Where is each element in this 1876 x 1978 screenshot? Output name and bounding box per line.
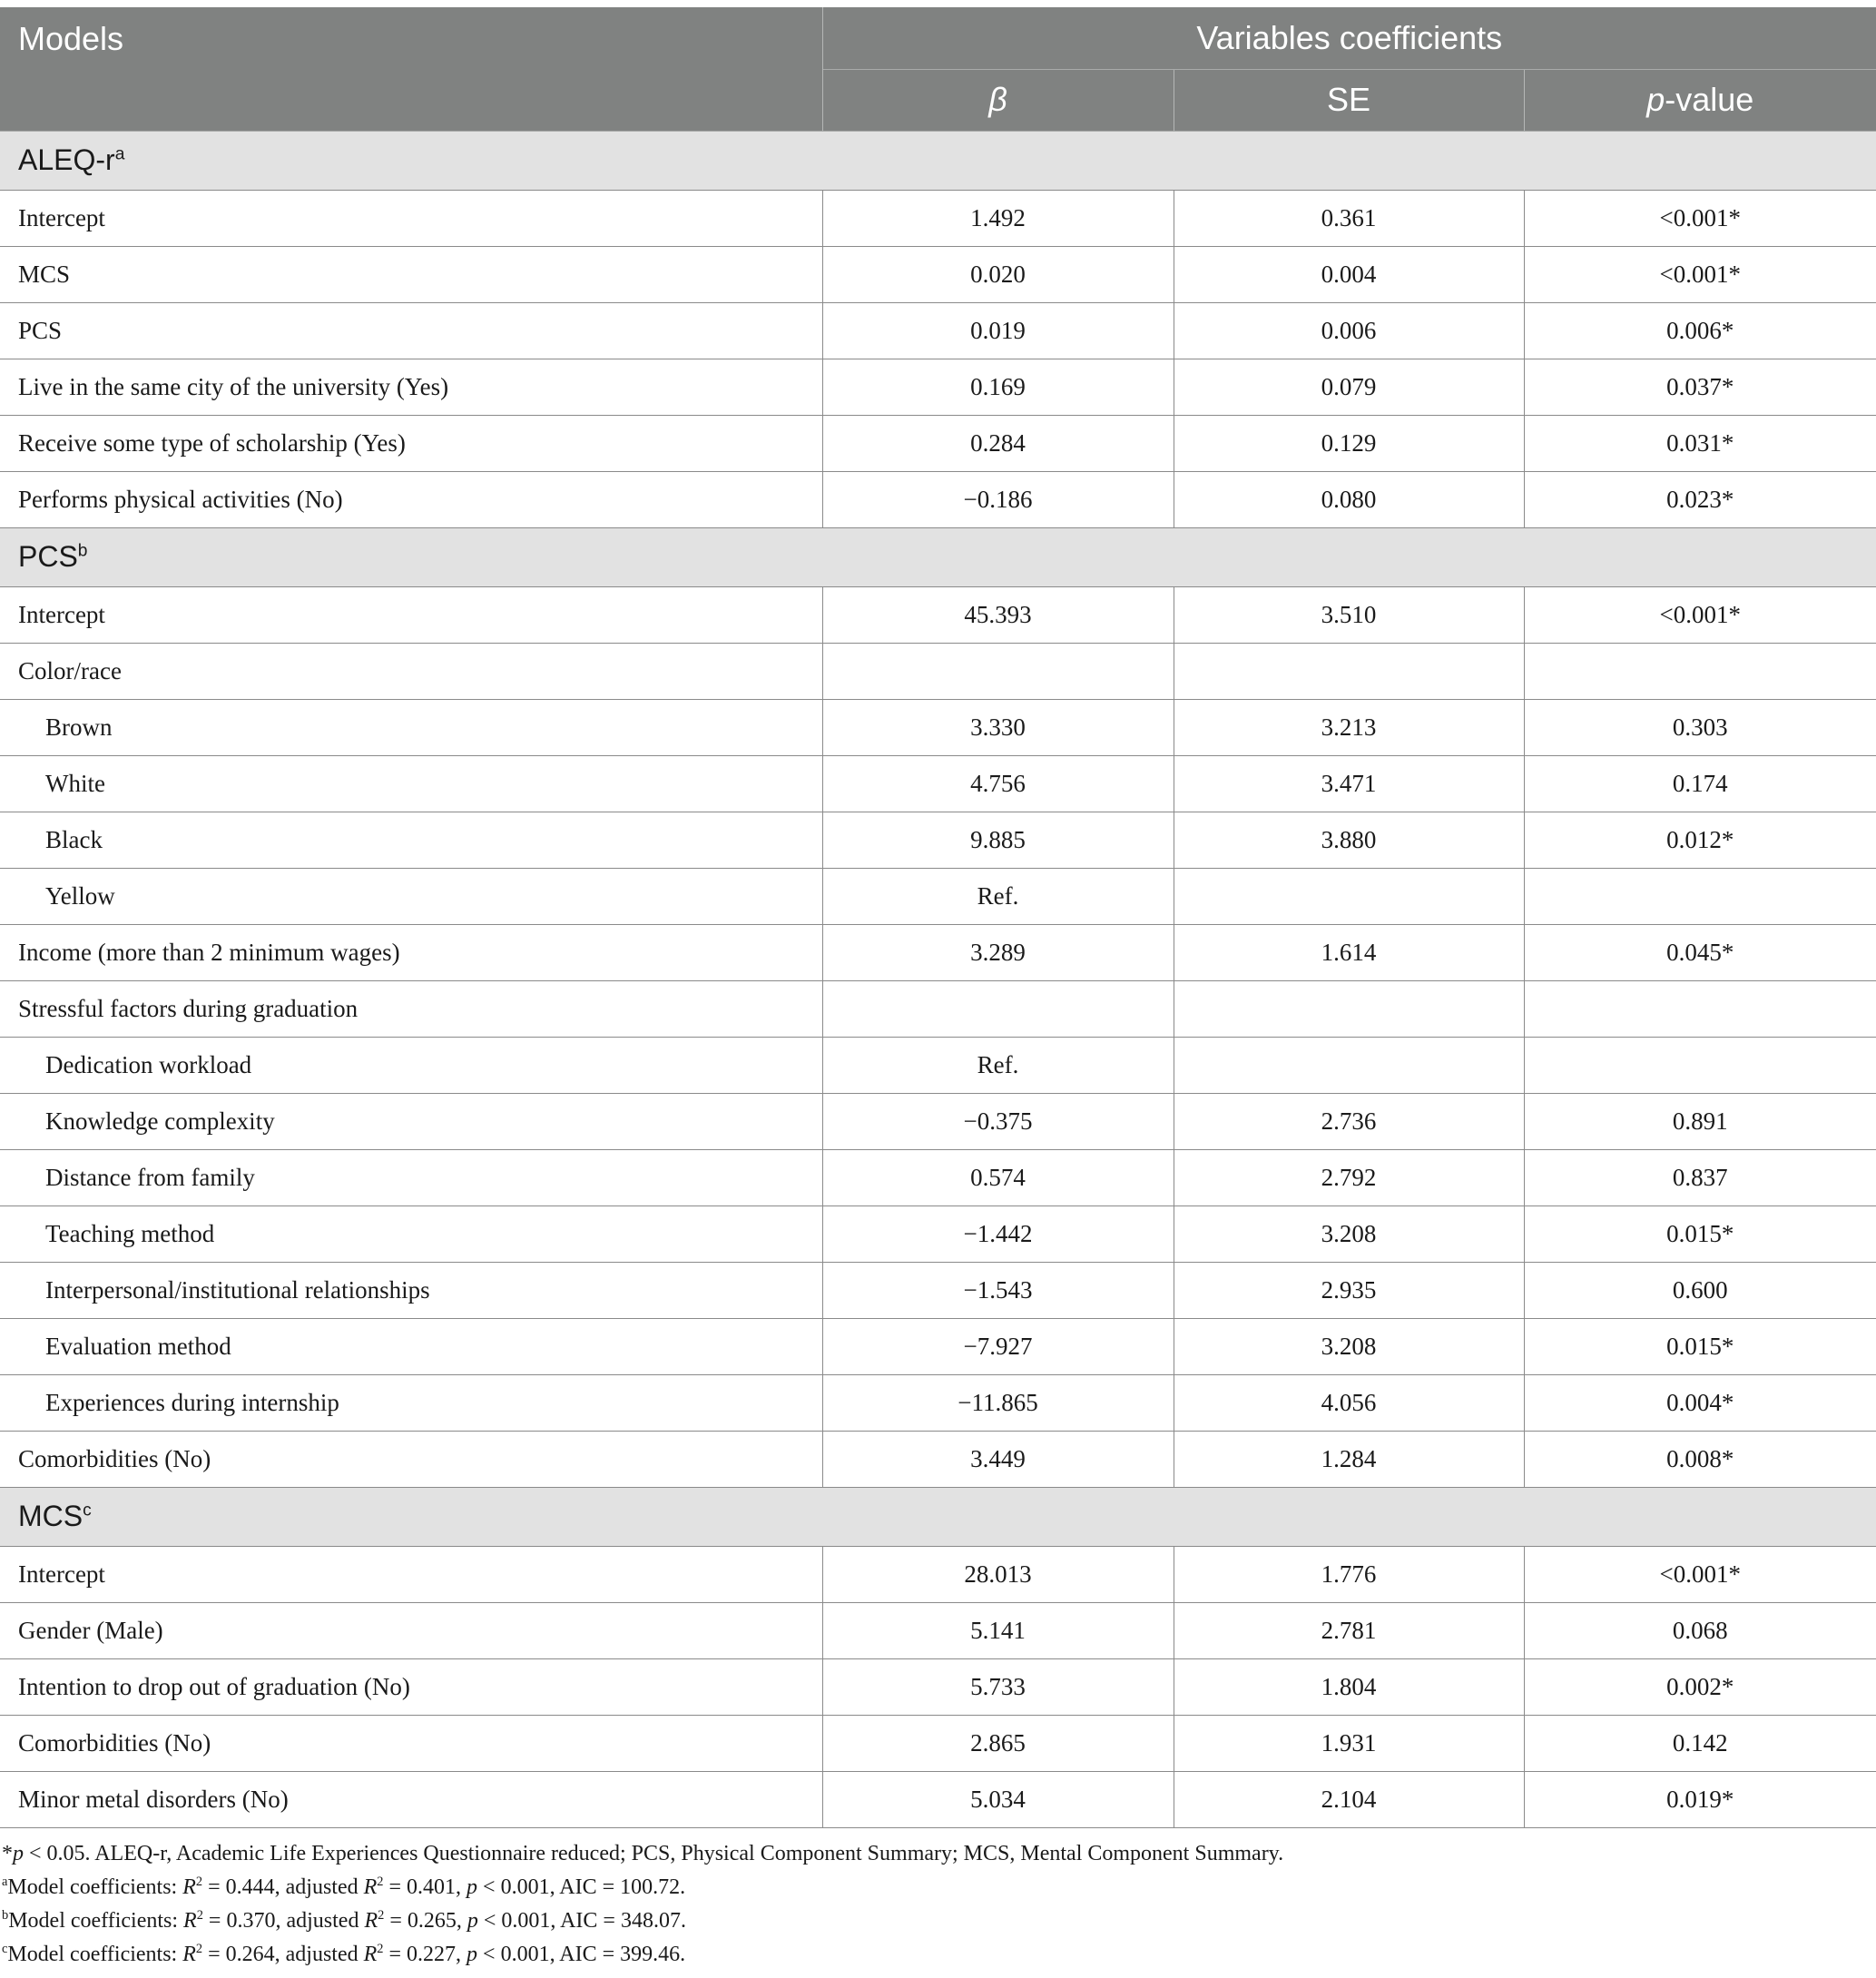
p-value-cell: 0.002* bbox=[1524, 1658, 1876, 1715]
section-title-sup: b bbox=[77, 541, 88, 561]
se-cell bbox=[1174, 643, 1524, 699]
beta-cell: 2.865 bbox=[822, 1715, 1174, 1771]
row-label: Black bbox=[0, 812, 822, 868]
p-value-cell: 0.174 bbox=[1524, 755, 1876, 812]
table-row bbox=[0, 1715, 1876, 1771]
footnotes bbox=[0, 1837, 1876, 1966]
se-cell: 0.006 bbox=[1174, 302, 1524, 359]
footnote-r2-b: R bbox=[364, 1909, 378, 1933]
beta-cell: 0.019 bbox=[822, 302, 1174, 359]
table-row bbox=[0, 643, 1876, 699]
table-row bbox=[0, 246, 1876, 302]
row-label: Minor metal disorders (No) bbox=[0, 1771, 822, 1827]
se-cell: 3.208 bbox=[1174, 1318, 1524, 1374]
beta-cell: 3.449 bbox=[822, 1431, 1174, 1487]
footnote-mid: = 0.444, adjusted bbox=[202, 1875, 364, 1899]
footnote-mid2: = 0.265, bbox=[384, 1909, 467, 1933]
se-cell bbox=[1174, 1037, 1524, 1093]
p-value-cell: 0.006* bbox=[1524, 302, 1876, 359]
p-value-cell: <0.001* bbox=[1524, 586, 1876, 643]
table-row bbox=[0, 924, 1876, 980]
beta-cell: −7.927 bbox=[822, 1318, 1174, 1374]
row-label: Interpersonal/institutional relationships bbox=[0, 1262, 822, 1318]
section-title-text: PCS bbox=[18, 540, 78, 573]
table-row bbox=[0, 359, 1876, 415]
table-row bbox=[0, 868, 1876, 924]
footnote-mid2: = 0.401, bbox=[383, 1875, 467, 1899]
se-cell: 2.935 bbox=[1174, 1262, 1524, 1318]
variables-coefficients-header: Variables coefficients bbox=[822, 7, 1876, 69]
row-label: Receive some type of scholarship (Yes) bbox=[0, 415, 822, 471]
section-title-text: MCS bbox=[18, 1500, 83, 1532]
table-row bbox=[0, 1374, 1876, 1431]
beta-cell bbox=[822, 980, 1174, 1037]
p-value-cell: 0.068 bbox=[1524, 1602, 1876, 1658]
beta-cell: 1.492 bbox=[822, 190, 1174, 246]
regression-table bbox=[0, 7, 1876, 1828]
footnote-model bbox=[2, 1904, 1876, 1938]
p-value-cell: <0.001* bbox=[1524, 246, 1876, 302]
se-cell: 0.079 bbox=[1174, 359, 1524, 415]
p-value-cell: 0.015* bbox=[1524, 1318, 1876, 1374]
table-body bbox=[0, 131, 1876, 1827]
row-label: Performs physical activities (No) bbox=[0, 471, 822, 527]
beta-cell: 5.141 bbox=[822, 1602, 1174, 1658]
footnote-significance bbox=[2, 1837, 1876, 1871]
se-cell: 1.931 bbox=[1174, 1715, 1524, 1771]
p-value-cell: 0.303 bbox=[1524, 699, 1876, 755]
p-value-cell: 0.045* bbox=[1524, 924, 1876, 980]
table-row bbox=[0, 1037, 1876, 1093]
footnote-model bbox=[2, 1871, 1876, 1904]
se-cell: 0.080 bbox=[1174, 471, 1524, 527]
beta-cell bbox=[822, 643, 1174, 699]
footnote-lead: Model coefficients: bbox=[7, 1875, 183, 1899]
row-label: Intercept bbox=[0, 1546, 822, 1602]
footnote-two-b: 2 bbox=[377, 1875, 384, 1889]
p-value-cell: 0.008* bbox=[1524, 1431, 1876, 1487]
footnote-text: < 0.05. ALEQ-r, Academic Life Experiences Questionnaire reduced; PCS, Physical Component Summary; MCS, Mental Component Summary. bbox=[24, 1842, 1284, 1865]
table-row bbox=[0, 1205, 1876, 1262]
table-row bbox=[0, 755, 1876, 812]
section-title bbox=[0, 527, 1876, 586]
footnote-mid: = 0.264, adjusted bbox=[202, 1943, 364, 1966]
se-cell: 3.880 bbox=[1174, 812, 1524, 868]
row-label: Intercept bbox=[0, 190, 822, 246]
p-value-cell bbox=[1524, 1037, 1876, 1093]
p-value-cell: 0.019* bbox=[1524, 1771, 1876, 1827]
footnote-tail: < 0.001, AIC = 399.46. bbox=[477, 1943, 686, 1966]
beta-cell: 9.885 bbox=[822, 812, 1174, 868]
row-label: Dedication workload bbox=[0, 1037, 822, 1093]
beta-cell: 0.574 bbox=[822, 1149, 1174, 1205]
p-value-cell: 0.037* bbox=[1524, 359, 1876, 415]
beta-cell: 0.284 bbox=[822, 415, 1174, 471]
row-label: Evaluation method bbox=[0, 1318, 822, 1374]
footnote-p: p bbox=[467, 1875, 478, 1899]
p-value-cell bbox=[1524, 643, 1876, 699]
footnote-tail: < 0.001, AIC = 100.72. bbox=[477, 1875, 686, 1899]
section-title-sup: c bbox=[83, 1501, 92, 1520]
beta-cell: 0.020 bbox=[822, 246, 1174, 302]
footnote-sup: c bbox=[2, 1942, 8, 1956]
section-title bbox=[0, 1487, 1876, 1546]
table-row bbox=[0, 980, 1876, 1037]
beta-cell: 5.034 bbox=[822, 1771, 1174, 1827]
footnote-two-b: 2 bbox=[377, 1942, 384, 1956]
se-cell: 3.208 bbox=[1174, 1205, 1524, 1262]
section-row bbox=[0, 527, 1876, 586]
section-row bbox=[0, 131, 1876, 190]
table-row bbox=[0, 1658, 1876, 1715]
footnote-mid: = 0.370, adjusted bbox=[202, 1909, 365, 1933]
table-row bbox=[0, 1318, 1876, 1374]
beta-cell: 3.289 bbox=[822, 924, 1174, 980]
footnote-mid2: = 0.227, bbox=[383, 1943, 467, 1966]
beta-cell: Ref. bbox=[822, 868, 1174, 924]
p-value-cell: 0.012* bbox=[1524, 812, 1876, 868]
row-label: Gender (Male) bbox=[0, 1602, 822, 1658]
footnote-lead: Model coefficients: bbox=[7, 1943, 183, 1966]
se-cell: 1.776 bbox=[1174, 1546, 1524, 1602]
footnote-sup: a bbox=[2, 1875, 8, 1889]
footnote-lead: Model coefficients: bbox=[8, 1909, 184, 1933]
p-value-header-p: p bbox=[1646, 81, 1665, 118]
footnote-model bbox=[2, 1938, 1876, 1972]
table-row bbox=[0, 812, 1876, 868]
se-cell: 3.213 bbox=[1174, 699, 1524, 755]
table-row bbox=[0, 1093, 1876, 1149]
regression-table-container bbox=[0, 7, 1876, 1828]
models-header: Models bbox=[0, 7, 822, 131]
p-value-cell: 0.891 bbox=[1524, 1093, 1876, 1149]
p-value-cell bbox=[1524, 868, 1876, 924]
row-label: PCS bbox=[0, 302, 822, 359]
row-label: MCS bbox=[0, 246, 822, 302]
table-row bbox=[0, 699, 1876, 755]
se-cell: 1.804 bbox=[1174, 1658, 1524, 1715]
footnote-two-a: 2 bbox=[195, 1942, 203, 1956]
p-value-header-suffix: -value bbox=[1665, 81, 1754, 118]
beta-cell: −1.543 bbox=[822, 1262, 1174, 1318]
footnote-r2-b: R bbox=[363, 1943, 378, 1966]
row-label: Income (more than 2 minimum wages) bbox=[0, 924, 822, 980]
row-label: Distance from family bbox=[0, 1149, 822, 1205]
table-row bbox=[0, 1431, 1876, 1487]
beta-cell: −0.186 bbox=[822, 471, 1174, 527]
table-row bbox=[0, 586, 1876, 643]
row-label: White bbox=[0, 755, 822, 812]
section-title-sup: a bbox=[114, 144, 125, 164]
row-label: Yellow bbox=[0, 868, 822, 924]
beta-cell: −11.865 bbox=[822, 1374, 1174, 1431]
footnote-r2-a: R bbox=[182, 1875, 196, 1899]
row-label: Teaching method bbox=[0, 1205, 822, 1262]
beta-cell: −1.442 bbox=[822, 1205, 1174, 1262]
table-row bbox=[0, 415, 1876, 471]
se-cell: 0.004 bbox=[1174, 246, 1524, 302]
beta-cell: −0.375 bbox=[822, 1093, 1174, 1149]
se-cell: 2.104 bbox=[1174, 1771, 1524, 1827]
se-cell: 3.471 bbox=[1174, 755, 1524, 812]
row-label: Intention to drop out of graduation (No) bbox=[0, 1658, 822, 1715]
p-value-cell: 0.142 bbox=[1524, 1715, 1876, 1771]
beta-cell: 28.013 bbox=[822, 1546, 1174, 1602]
row-label: Intercept bbox=[0, 586, 822, 643]
beta-cell: Ref. bbox=[822, 1037, 1174, 1093]
beta-header: β bbox=[822, 69, 1174, 131]
footnote-r2-a: R bbox=[182, 1943, 196, 1966]
footnote-p: p bbox=[467, 1943, 478, 1966]
se-cell: 3.510 bbox=[1174, 586, 1524, 643]
se-cell: 0.361 bbox=[1174, 190, 1524, 246]
beta-cell: 4.756 bbox=[822, 755, 1174, 812]
footnote-two-a: 2 bbox=[196, 1908, 203, 1923]
row-label: Live in the same city of the university (Yes) bbox=[0, 359, 822, 415]
se-cell: 2.781 bbox=[1174, 1602, 1524, 1658]
p-value-header bbox=[1524, 69, 1876, 131]
footnote-tail: < 0.001, AIC = 348.07. bbox=[477, 1909, 686, 1933]
table-row bbox=[0, 1546, 1876, 1602]
se-cell bbox=[1174, 868, 1524, 924]
footnote-r2-a: R bbox=[183, 1909, 197, 1933]
section-row bbox=[0, 1487, 1876, 1546]
p-value-cell: <0.001* bbox=[1524, 190, 1876, 246]
footnote-two-b: 2 bbox=[378, 1908, 385, 1923]
p-value-cell: 0.837 bbox=[1524, 1149, 1876, 1205]
footnote-p: p bbox=[13, 1842, 24, 1865]
footnote-two-a: 2 bbox=[195, 1875, 203, 1889]
se-header: SE bbox=[1174, 69, 1524, 131]
footnote-p: p bbox=[467, 1909, 478, 1933]
row-label: Knowledge complexity bbox=[0, 1093, 822, 1149]
p-value-cell: 0.004* bbox=[1524, 1374, 1876, 1431]
row-label: Color/race bbox=[0, 643, 822, 699]
p-value-cell: <0.001* bbox=[1524, 1546, 1876, 1602]
row-label: Experiences during internship bbox=[0, 1374, 822, 1431]
row-label: Comorbidities (No) bbox=[0, 1715, 822, 1771]
se-cell: 2.792 bbox=[1174, 1149, 1524, 1205]
se-cell: 2.736 bbox=[1174, 1093, 1524, 1149]
beta-cell: 45.393 bbox=[822, 586, 1174, 643]
section-title bbox=[0, 131, 1876, 190]
row-label: Comorbidities (No) bbox=[0, 1431, 822, 1487]
se-cell: 1.614 bbox=[1174, 924, 1524, 980]
footnote-r2-b: R bbox=[363, 1875, 378, 1899]
p-value-cell bbox=[1524, 980, 1876, 1037]
beta-cell: 5.733 bbox=[822, 1658, 1174, 1715]
p-value-cell: 0.031* bbox=[1524, 415, 1876, 471]
row-label: Stressful factors during graduation bbox=[0, 980, 822, 1037]
beta-cell: 0.169 bbox=[822, 359, 1174, 415]
p-value-cell: 0.023* bbox=[1524, 471, 1876, 527]
table-header bbox=[0, 7, 1876, 131]
model-footnotes bbox=[2, 1871, 1876, 1966]
table-row bbox=[0, 190, 1876, 246]
se-cell: 1.284 bbox=[1174, 1431, 1524, 1487]
beta-cell: 3.330 bbox=[822, 699, 1174, 755]
row-label: Brown bbox=[0, 699, 822, 755]
table-row bbox=[0, 471, 1876, 527]
footnote-star: * bbox=[2, 1842, 13, 1865]
p-value-cell: 0.015* bbox=[1524, 1205, 1876, 1262]
footnote-sup: b bbox=[2, 1908, 9, 1923]
table-row bbox=[0, 1771, 1876, 1827]
se-cell: 4.056 bbox=[1174, 1374, 1524, 1431]
se-cell: 0.129 bbox=[1174, 415, 1524, 471]
table-row bbox=[0, 1602, 1876, 1658]
table-row bbox=[0, 1262, 1876, 1318]
table-row bbox=[0, 1149, 1876, 1205]
section-title-text: ALEQ-r bbox=[18, 143, 115, 176]
table-row bbox=[0, 302, 1876, 359]
p-value-cell: 0.600 bbox=[1524, 1262, 1876, 1318]
se-cell bbox=[1174, 980, 1524, 1037]
